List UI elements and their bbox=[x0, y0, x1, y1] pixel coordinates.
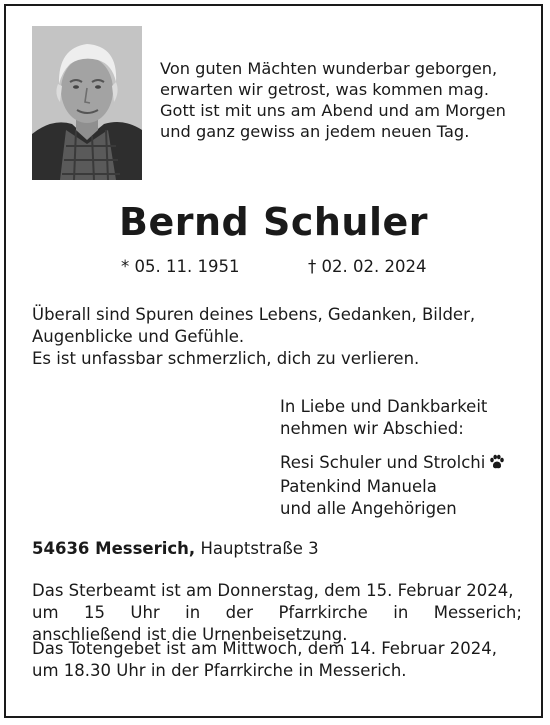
notice-line-justified bbox=[32, 602, 522, 624]
obituary-card bbox=[4, 4, 543, 718]
poem bbox=[160, 58, 532, 142]
poem-line: Gott ist mit uns am Abend und am Morgen bbox=[160, 101, 506, 120]
address-place: 54636 Messerich, bbox=[32, 539, 196, 558]
closing-line: In Liebe und Dankbarkeit bbox=[280, 397, 488, 416]
paw-icon bbox=[489, 454, 505, 476]
service-notice bbox=[32, 580, 522, 646]
message-line: Augenblicke und Gefühle. bbox=[32, 327, 245, 346]
address bbox=[32, 539, 319, 558]
survivor-line: Patenkind Manuela bbox=[280, 477, 437, 496]
message-line: Es ist unfassbar schmerzlich, dich zu verlieren. bbox=[32, 349, 420, 368]
closing-phrase bbox=[280, 396, 487, 440]
word: in bbox=[393, 603, 409, 622]
word: in bbox=[185, 603, 201, 622]
word: um bbox=[32, 603, 59, 622]
death-date: † 02. 02. 2024 bbox=[308, 257, 427, 276]
notice-line: um 18.30 Uhr in der Pfarrkirche in Messerich. bbox=[32, 661, 407, 680]
word: Messerich; bbox=[433, 603, 522, 622]
survivor-line bbox=[280, 452, 505, 476]
survivor-line: und alle Angehörigen bbox=[280, 499, 457, 518]
word: der bbox=[225, 603, 254, 622]
message-line: Überall sind Spuren deines Lebens, Gedanken, Bilder, bbox=[32, 305, 476, 324]
word: 15 bbox=[83, 603, 105, 622]
survivor-name: Resi Schuler und Strolchi bbox=[280, 453, 486, 472]
notice-line: anschließend ist die Urnenbeisetzung. bbox=[32, 625, 348, 644]
poem-line: erwarten wir getrost, was kommen mag. bbox=[160, 80, 489, 99]
word: Uhr bbox=[130, 603, 160, 622]
deceased-name: Bernd Schuler bbox=[119, 200, 428, 244]
message bbox=[32, 304, 532, 370]
prayer-notice bbox=[32, 638, 522, 682]
portrait-photo bbox=[32, 26, 142, 180]
poem-line: Von guten Mächten wunderbar geborgen, bbox=[160, 59, 498, 78]
word: Pfarrkirche bbox=[278, 603, 368, 622]
poem-line: und ganz gewiss an jedem neuen Tag. bbox=[160, 122, 470, 141]
notice-line: Das Totengebet ist am Mittwoch, dem 14. Februar 2024, bbox=[32, 639, 498, 658]
notice-line: Das Sterbeamt ist am Donnerstag, dem 15. Februar 2024, bbox=[32, 581, 514, 600]
closing-line: nehmen wir Abschied: bbox=[280, 419, 464, 438]
address-street: Hauptstraße 3 bbox=[200, 539, 319, 558]
birth-date: * 05. 11. 1951 bbox=[121, 257, 240, 276]
survivors-list bbox=[280, 452, 505, 520]
